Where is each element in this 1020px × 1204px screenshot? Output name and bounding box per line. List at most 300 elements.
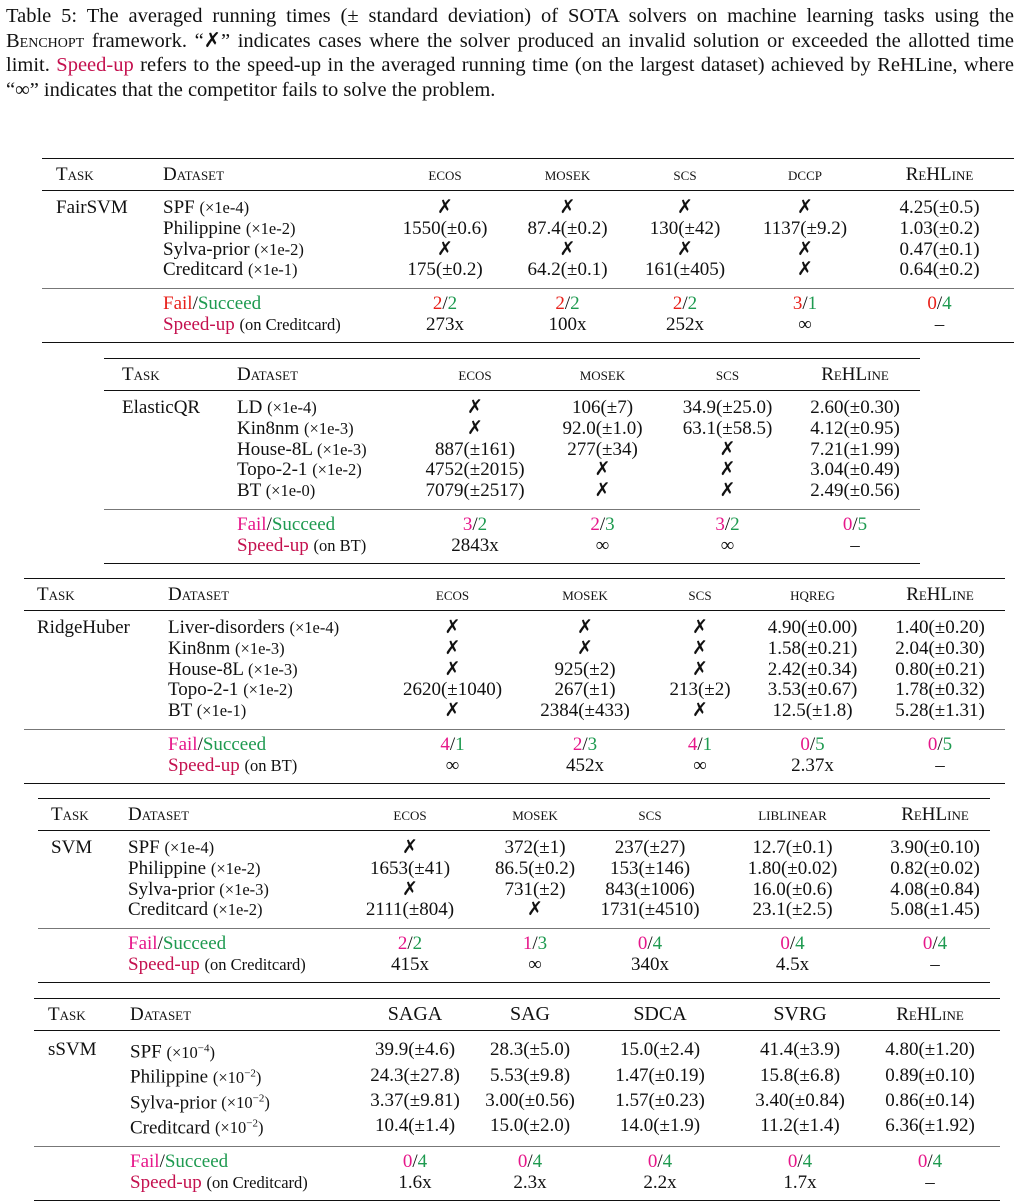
dataset-cell bbox=[222, 419, 410, 440]
table bbox=[104, 358, 920, 564]
dataset-scale bbox=[215, 1118, 264, 1137]
runtime-value: 5.08(±1.45) bbox=[890, 899, 980, 921]
task-cell bbox=[24, 639, 155, 660]
runtime-value: 2.60(±0.30) bbox=[810, 397, 900, 418]
table-row bbox=[34, 1114, 1000, 1147]
header-solver-svrg: SVRG bbox=[773, 1003, 827, 1025]
task-cell: FairSVM bbox=[56, 197, 128, 218]
succeed-label: Succeed bbox=[271, 513, 336, 535]
speedup-value: 2.2x bbox=[643, 1171, 677, 1193]
slash: / bbox=[932, 933, 938, 955]
speedup-dataset: (on BT) bbox=[244, 755, 298, 775]
slash: / bbox=[527, 1151, 533, 1173]
slash: / bbox=[937, 733, 943, 755]
fail-succeed-row bbox=[34, 1147, 1000, 1173]
speedup-row bbox=[104, 536, 920, 563]
table-header bbox=[24, 579, 1005, 611]
speedup-value: 100x bbox=[548, 313, 587, 335]
runtime-value: 1.47(±0.19) bbox=[615, 1064, 705, 1086]
speedup-word: Speed-up bbox=[128, 953, 200, 975]
runtime-value: 7079(±2517) bbox=[425, 480, 525, 502]
runtime-value: 15.0(±2.0) bbox=[489, 1115, 571, 1137]
empty-cell bbox=[42, 289, 155, 315]
speedup-label bbox=[155, 756, 385, 783]
runtime-value: 130(±42) bbox=[649, 217, 721, 239]
failed-mark: ✗ bbox=[402, 837, 418, 858]
header-solver-hqreg: hqreg bbox=[790, 583, 835, 605]
runtime-value: 15.0(±2.4) bbox=[619, 1039, 701, 1061]
task-cell bbox=[34, 1089, 117, 1114]
empty-cell bbox=[42, 315, 155, 342]
fail-succeed-count bbox=[520, 729, 650, 755]
runtime-value: 1.80(±0.02) bbox=[747, 857, 838, 879]
slash: / bbox=[192, 293, 198, 315]
speedup-word: Speed-up bbox=[237, 534, 309, 556]
results-table-fairsvm bbox=[42, 158, 1014, 343]
succeed-count: 4 bbox=[532, 1151, 543, 1173]
succeed-count: 4 bbox=[795, 933, 805, 955]
runtime-value: 6.36(±1.92) bbox=[885, 1115, 975, 1137]
empty-cell bbox=[34, 1147, 117, 1173]
caption-speedup: Speed-up bbox=[56, 54, 134, 76]
slash: / bbox=[266, 513, 272, 535]
dataset-cell bbox=[115, 900, 345, 928]
succeed-count: 3 bbox=[605, 513, 615, 535]
empty-cell bbox=[38, 955, 115, 982]
table-header bbox=[38, 799, 990, 831]
header-task: Task bbox=[51, 803, 89, 825]
fail-count: 0 bbox=[637, 933, 648, 955]
runtime-value: 5.28(±1.31) bbox=[895, 700, 985, 722]
table-header bbox=[42, 159, 1014, 191]
failed-mark: ✗ bbox=[692, 637, 708, 659]
slash: / bbox=[412, 1151, 418, 1173]
speedup-value: – bbox=[935, 754, 945, 776]
runtime-value: 3.00(±0.56) bbox=[485, 1089, 575, 1111]
speedup-value: 273x bbox=[426, 313, 464, 335]
runtime-value: 14.0(±1.9) bbox=[619, 1115, 701, 1137]
table-row bbox=[104, 460, 920, 481]
succeed-count: 3 bbox=[537, 933, 548, 955]
fail-succeed-count bbox=[380, 289, 510, 315]
table-row bbox=[24, 611, 1005, 639]
runtime-value: 0.47(±0.1) bbox=[899, 238, 980, 260]
table-row bbox=[42, 260, 1014, 288]
speedup-value: ∞ bbox=[693, 754, 707, 776]
scale-base: (×10 bbox=[166, 1042, 198, 1062]
runtime-value: 1550(±0.6) bbox=[402, 217, 488, 239]
header-solver-ecos: ecos bbox=[458, 363, 492, 385]
failed-mark: ✗ bbox=[719, 438, 736, 460]
header-solver-sdca: SDCA bbox=[633, 1003, 687, 1025]
caption-suffix: refers to the speed-up in the averaged running time (on the largest dataset) achieved by ReHLine, where “∞” indicates that the competitor fails to solve the problem. bbox=[6, 54, 1014, 101]
fail-succeed-count bbox=[410, 509, 540, 535]
speedup-row bbox=[34, 1173, 1000, 1200]
summary-body bbox=[104, 509, 920, 563]
failed-mark: ✗ bbox=[677, 197, 693, 218]
header-solver-mosek: mosek bbox=[544, 163, 591, 185]
task-cell bbox=[104, 419, 222, 440]
caption-middle: framework. “✗” indicates cases where the solver produced an invalid solution or exceeded the allotted time limit. bbox=[6, 29, 1014, 76]
dataset-name: Topo-2-1 bbox=[237, 459, 308, 481]
speedup-word: Speed-up bbox=[130, 1171, 202, 1193]
table-row bbox=[42, 240, 1014, 261]
runtime-value: 0.89(±0.10) bbox=[885, 1064, 975, 1086]
dataset-cell bbox=[117, 1089, 350, 1114]
table-body bbox=[34, 1031, 1000, 1147]
fail-count: 4 bbox=[440, 733, 450, 755]
failed-mark: ✗ bbox=[797, 197, 813, 218]
speedup-value: – bbox=[930, 953, 940, 975]
slash: / bbox=[657, 1151, 663, 1173]
failed-mark: ✗ bbox=[444, 617, 461, 638]
succeed-label: Succeed bbox=[162, 933, 227, 955]
dataset-scale: (×1e-2) bbox=[210, 858, 261, 878]
runtime-value: 1137(±9.2) bbox=[762, 217, 848, 239]
task-cell: ElasticQR bbox=[122, 397, 201, 418]
dataset-name: SPF bbox=[130, 1041, 162, 1063]
dataset-name: Creditcard bbox=[128, 899, 209, 921]
fail-count: 0 bbox=[402, 1151, 413, 1173]
table-row bbox=[38, 880, 990, 901]
table-row bbox=[24, 701, 1005, 729]
table-body bbox=[24, 611, 1005, 730]
task-cell bbox=[24, 701, 155, 729]
runtime-value: 161(±405) bbox=[644, 259, 726, 281]
speedup-value: 1.6x bbox=[398, 1171, 432, 1193]
dataset-scale bbox=[166, 1043, 215, 1062]
runtime-value: 0.86(±0.14) bbox=[885, 1089, 975, 1111]
failed-mark: ✗ bbox=[527, 899, 543, 921]
header-solver-rehline: ReHLine bbox=[901, 803, 969, 825]
table bbox=[42, 158, 1014, 343]
scale-base: (×10 bbox=[212, 1067, 245, 1087]
header-solver-mosek: mosek bbox=[562, 583, 608, 605]
table-row bbox=[104, 391, 920, 419]
dataset-name: Sylva-prior bbox=[130, 1092, 217, 1114]
slash: / bbox=[157, 933, 163, 955]
dataset-name: Philippine bbox=[130, 1066, 209, 1088]
dataset-scale: (×1e-3) bbox=[304, 418, 354, 438]
task-cell bbox=[104, 440, 222, 461]
fail-succeed-count bbox=[540, 509, 665, 535]
failed-mark: ✗ bbox=[692, 617, 708, 638]
header-row bbox=[38, 799, 990, 831]
dataset-name: SPF bbox=[163, 197, 195, 218]
fail-label: Fail bbox=[168, 733, 198, 755]
task-cell bbox=[42, 219, 155, 240]
table-row bbox=[24, 639, 1005, 660]
scale-close: ) bbox=[264, 1093, 270, 1113]
failed-mark: ✗ bbox=[559, 238, 576, 260]
summary-body bbox=[38, 929, 990, 983]
slash: / bbox=[159, 1151, 165, 1173]
task-cell bbox=[42, 240, 155, 261]
dataset-name: Sylva-prior bbox=[163, 238, 250, 260]
slash: / bbox=[797, 1151, 803, 1173]
succeed-count: 4 bbox=[662, 1151, 673, 1173]
table-body bbox=[104, 391, 920, 510]
succeed-count: 5 bbox=[942, 733, 953, 755]
speedup-value: ∞ bbox=[720, 534, 735, 556]
runtime-value: 28.3(±5.0) bbox=[489, 1039, 571, 1061]
fail-succeed-label bbox=[115, 929, 345, 955]
fail-succeed-count bbox=[745, 289, 865, 315]
dataset-name: BT bbox=[168, 700, 192, 722]
fail-count: 0 bbox=[517, 1151, 528, 1173]
dataset-name: Topo-2-1 bbox=[168, 679, 239, 701]
header-dataset: Dataset bbox=[163, 163, 225, 185]
slash: / bbox=[442, 293, 448, 315]
runtime-value: 3.40(±0.84) bbox=[755, 1089, 845, 1111]
dataset-scale: (×1e-1) bbox=[196, 701, 247, 721]
failed-mark: ✗ bbox=[577, 617, 593, 638]
fail-count: 2 bbox=[397, 933, 408, 955]
succeed-count: 4 bbox=[417, 1151, 428, 1173]
speedup-value: 4.5x bbox=[775, 953, 810, 975]
runtime-value: 2.49(±0.56) bbox=[810, 480, 900, 502]
dataset-scale: (×1e-4) bbox=[164, 838, 215, 857]
succeed-label: Succeed bbox=[202, 733, 267, 755]
fail-succeed-count bbox=[705, 929, 880, 955]
runtime-value: 23.1(±2.5) bbox=[752, 899, 833, 921]
speedup-value: – bbox=[934, 313, 945, 335]
runtime-value: 1.58(±0.21) bbox=[767, 637, 858, 659]
failed-mark: ✗ bbox=[559, 197, 576, 218]
header-solver-saga: SAGA bbox=[387, 1003, 443, 1025]
scale-close: ) bbox=[209, 1042, 215, 1062]
header-solver-rehline: ReHLine bbox=[896, 1003, 964, 1025]
slash: / bbox=[697, 733, 703, 755]
succeed-count: 1 bbox=[455, 733, 465, 755]
failed-mark: ✗ bbox=[437, 197, 453, 218]
fail-succeed-count bbox=[880, 929, 990, 955]
runtime-value: 2.04(±0.30) bbox=[895, 637, 985, 659]
dataset-name: SPF bbox=[128, 837, 160, 858]
fail-count: 0 bbox=[927, 293, 937, 315]
dataset-name: Liver-disorders bbox=[168, 617, 285, 638]
dataset-name: Creditcard bbox=[163, 259, 244, 281]
table-caption bbox=[6, 4, 1014, 102]
slash: / bbox=[789, 933, 796, 955]
runtime-value: 16.0(±0.6) bbox=[752, 878, 833, 900]
table-header bbox=[104, 359, 920, 391]
runtime-value: 15.8(±6.8) bbox=[759, 1064, 841, 1086]
header-solver-scs: scs bbox=[638, 803, 662, 825]
fail-count: 3 bbox=[792, 293, 803, 315]
table-row bbox=[24, 660, 1005, 681]
runtime-value: 175(±0.2) bbox=[407, 259, 483, 281]
fail-label: Fail bbox=[130, 1151, 160, 1173]
fail-count: 2 bbox=[555, 293, 565, 315]
fail-succeed-count bbox=[510, 289, 625, 315]
runtime-value: 3.90(±0.10) bbox=[890, 837, 980, 858]
failed-mark: ✗ bbox=[797, 238, 813, 260]
table bbox=[38, 798, 990, 983]
task-cell bbox=[24, 660, 155, 681]
fail-count: 0 bbox=[922, 933, 933, 955]
header-row bbox=[42, 159, 1014, 191]
succeed-label: Succeed bbox=[164, 1151, 229, 1173]
runtime-value: 87.4(±0.2) bbox=[527, 217, 608, 239]
dataset-name: Kin8nm bbox=[237, 417, 300, 439]
fail-succeed-row bbox=[104, 509, 920, 535]
succeed-count: 1 bbox=[807, 293, 818, 315]
task-cell bbox=[38, 880, 115, 901]
task-cell: sSVM bbox=[48, 1039, 97, 1061]
runtime-value: 843(±1006) bbox=[605, 878, 695, 900]
dataset-cell bbox=[155, 219, 380, 240]
succeed-count: 1 bbox=[702, 733, 713, 755]
fail-succeed-count bbox=[385, 729, 520, 755]
dataset-scale: (×1e-4) bbox=[199, 198, 250, 217]
header-solver-scs: scs bbox=[715, 363, 740, 385]
header-solver-dccp: dccp bbox=[788, 163, 822, 185]
slash: / bbox=[852, 513, 858, 535]
dataset-name: House-8L bbox=[237, 438, 313, 460]
failed-mark: ✗ bbox=[437, 238, 453, 260]
runtime-value: 24.3(±27.8) bbox=[370, 1064, 460, 1086]
runtime-value: 0.64(±0.2) bbox=[899, 259, 980, 281]
dataset-cell bbox=[155, 240, 380, 261]
runtime-value: 12.7(±0.1) bbox=[752, 837, 833, 858]
table-row bbox=[38, 831, 990, 859]
dataset-scale: (×1e-1) bbox=[247, 260, 298, 280]
caption-benchopt: Benchopt bbox=[6, 29, 85, 52]
runtime-value: 887(±161) bbox=[434, 438, 516, 460]
succeed-count: 2 bbox=[447, 293, 458, 315]
fail-count: 3 bbox=[462, 513, 473, 535]
runtime-value: 2.42(±0.34) bbox=[767, 658, 858, 680]
slash: / bbox=[599, 513, 606, 535]
fail-succeed-count bbox=[650, 729, 750, 755]
fail-succeed-label bbox=[117, 1147, 350, 1173]
results-table-elasticqr bbox=[104, 358, 920, 564]
fail-count: 2 bbox=[672, 293, 683, 315]
runtime-value: 106(±7) bbox=[571, 397, 634, 418]
runtime-value: 4.90(±0.00) bbox=[767, 617, 858, 638]
slash: / bbox=[449, 733, 456, 755]
runtime-value: 1.78(±0.32) bbox=[895, 679, 985, 701]
task-cell bbox=[34, 1063, 117, 1088]
slash: / bbox=[197, 733, 203, 755]
runtime-value: 92.0(±1.0) bbox=[562, 417, 643, 439]
scale-exponent: −2 bbox=[246, 1117, 258, 1130]
speedup-word: Speed-up bbox=[168, 754, 240, 776]
fail-count: 4 bbox=[687, 733, 698, 755]
caption-prefix: Table 5: The averaged running times (± standard deviation) of SOTA solvers on machine learning tasks using the bbox=[6, 5, 1014, 27]
task-cell bbox=[104, 460, 222, 481]
fail-succeed-count bbox=[625, 289, 745, 315]
dataset-cell bbox=[155, 611, 385, 639]
succeed-count: 4 bbox=[932, 1151, 943, 1173]
slash: / bbox=[532, 933, 538, 955]
header-dataset: Dataset bbox=[168, 583, 230, 605]
task-cell: RidgeHuber bbox=[37, 617, 130, 638]
succeed-count: 5 bbox=[857, 513, 868, 535]
dataset-scale: (×1e-2) bbox=[312, 460, 362, 480]
speedup-dataset: (on Creditcard) bbox=[239, 314, 341, 334]
empty-cell bbox=[104, 536, 222, 563]
failed-mark: ✗ bbox=[719, 459, 736, 481]
header-solver-sag: SAG bbox=[509, 1003, 550, 1025]
runtime-value: 7.21(±1.99) bbox=[810, 438, 900, 460]
dataset-name: BT bbox=[237, 480, 261, 502]
succeed-count: 4 bbox=[942, 293, 952, 315]
slash: / bbox=[582, 733, 588, 755]
speedup-value: 340x bbox=[631, 953, 669, 975]
runtime-value: 2384(±433) bbox=[540, 700, 630, 722]
header-solver-ecos: ecos bbox=[393, 803, 427, 825]
dataset-name: House-8L bbox=[168, 658, 244, 680]
runtime-value: 267(±1) bbox=[554, 679, 616, 701]
header-solver-mosek: mosek bbox=[579, 363, 626, 385]
dataset-scale bbox=[221, 1093, 270, 1112]
empty-cell bbox=[24, 729, 155, 755]
dataset-scale: (×1e-3) bbox=[219, 879, 269, 899]
header-solver-mosek: mosek bbox=[512, 803, 558, 825]
runtime-value: 12.5(±1.8) bbox=[772, 700, 853, 722]
fail-count: 0 bbox=[842, 513, 853, 535]
speedup-label bbox=[117, 1173, 350, 1200]
header-solver-scs: scs bbox=[688, 583, 712, 605]
fail-count: 3 bbox=[715, 513, 725, 535]
runtime-value: 34.9(±25.0) bbox=[682, 397, 773, 418]
fail-succeed-count bbox=[750, 729, 875, 755]
fail-count: 0 bbox=[780, 933, 790, 955]
runtime-value: 3.37(±9.81) bbox=[370, 1089, 460, 1111]
scale-base: (×10 bbox=[221, 1093, 253, 1113]
fail-succeed-row bbox=[42, 289, 1014, 315]
runtime-value: 1.40(±0.20) bbox=[895, 617, 985, 638]
scale-base: (×10 bbox=[214, 1118, 247, 1138]
speedup-word: Speed-up bbox=[163, 313, 235, 335]
fail-count: 0 bbox=[647, 1151, 658, 1173]
header-task: Task bbox=[48, 1003, 86, 1025]
table-row bbox=[38, 859, 990, 880]
slash: / bbox=[472, 513, 478, 535]
fail-succeed-count bbox=[595, 929, 705, 955]
failed-mark: ✗ bbox=[402, 878, 418, 900]
fail-count: 0 bbox=[800, 733, 810, 755]
summary-body bbox=[34, 1147, 1000, 1201]
speedup-value: ∞ bbox=[445, 754, 460, 776]
header-row bbox=[104, 359, 920, 391]
runtime-value: 4752(±2015) bbox=[425, 459, 525, 481]
runtime-value: 3.53(±0.67) bbox=[767, 679, 858, 701]
runtime-value: 4.08(±0.84) bbox=[890, 878, 980, 900]
fail-succeed-count bbox=[865, 289, 1014, 315]
fail-count: 0 bbox=[917, 1151, 928, 1173]
summary-body bbox=[24, 729, 1005, 783]
dataset-cell bbox=[155, 701, 385, 729]
task-cell bbox=[42, 260, 155, 288]
scale-close: ) bbox=[257, 1118, 264, 1138]
header-dataset: Dataset bbox=[237, 363, 299, 385]
dataset-cell bbox=[117, 1114, 350, 1147]
dataset-scale bbox=[213, 1068, 262, 1087]
dataset-name: Kin8nm bbox=[168, 637, 231, 659]
speedup-row bbox=[42, 315, 1014, 342]
header-row bbox=[34, 999, 1000, 1031]
speedup-value: 1.7x bbox=[783, 1171, 817, 1193]
header-row bbox=[24, 579, 1005, 611]
speedup-row bbox=[38, 955, 990, 982]
dataset-cell bbox=[222, 460, 410, 481]
succeed-count: 2 bbox=[412, 933, 423, 955]
succeed-label: Succeed bbox=[197, 293, 262, 315]
succeed-count: 5 bbox=[815, 733, 825, 755]
